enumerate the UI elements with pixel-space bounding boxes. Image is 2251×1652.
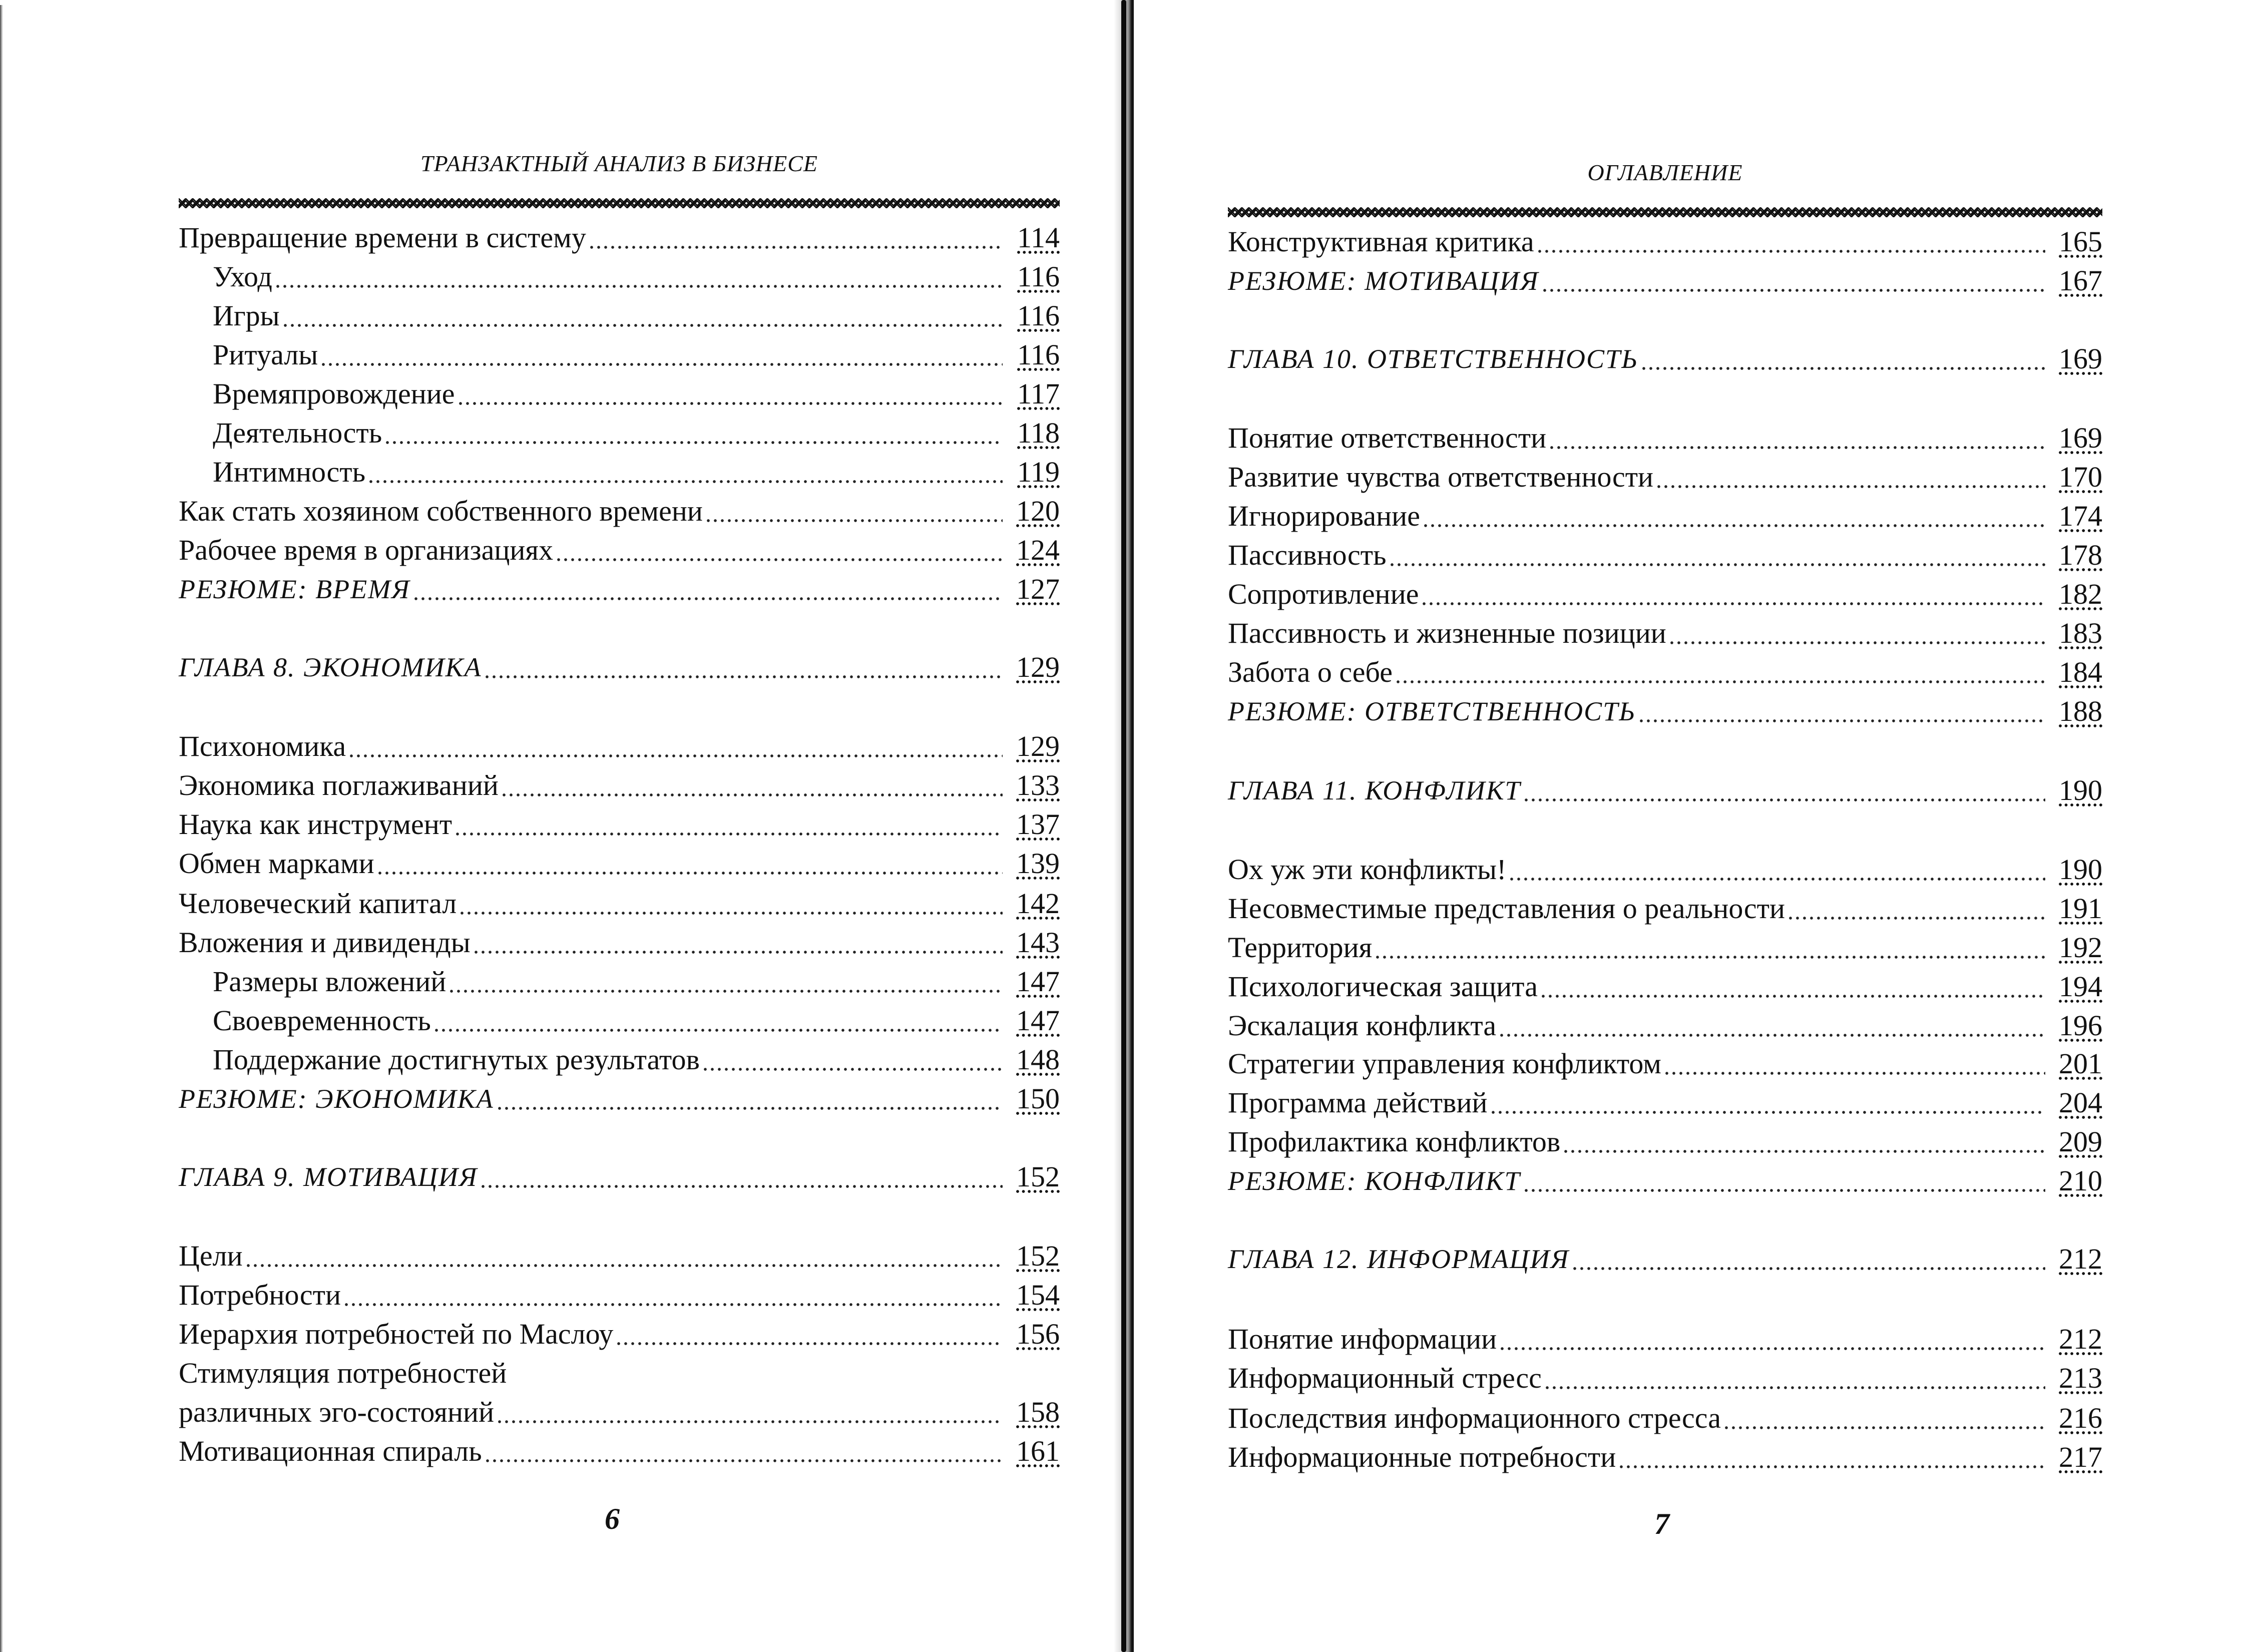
dot-leader xyxy=(484,1458,1003,1464)
toc-entry-page-number: 212 xyxy=(2059,1323,2102,1355)
toc-entry-page-number: 217 xyxy=(2059,1441,2102,1473)
dot-leader xyxy=(320,361,1003,367)
toc-entry-page-number: 127 xyxy=(1016,573,1060,605)
dot-leader xyxy=(480,1183,1003,1189)
toc-entry-title: ГЛАВА 9. МОТИВАЦИЯ xyxy=(179,1162,478,1192)
toc-entry xyxy=(1228,852,2102,887)
toc-entry-title: Потребности xyxy=(179,1279,341,1311)
toc-entry-title: Профилактика конфликтов xyxy=(1228,1125,1561,1158)
toc-entry-title: Как стать хозяином собственного времени xyxy=(179,495,703,527)
toc-entry xyxy=(1228,421,2102,456)
toc-entry xyxy=(179,1434,1060,1469)
dot-leader xyxy=(1638,718,2045,724)
dot-leader xyxy=(1663,1070,2045,1076)
toc-entry xyxy=(179,220,1060,255)
toc-entry xyxy=(179,807,1060,842)
toc-entry-page-number: 119 xyxy=(1017,456,1060,488)
toc-entry-title: Несовместимые представления о реальности xyxy=(1228,892,1785,925)
toc-entry xyxy=(1228,1085,2102,1120)
toc-entry-title: РЕЗЮМЕ: МОТИВАЦИЯ xyxy=(1228,266,1539,296)
toc-entry xyxy=(179,1395,1060,1430)
toc-entry-page-number: 158 xyxy=(1016,1396,1060,1428)
dot-leader xyxy=(1499,1346,2045,1352)
toc-entry-title: Конструктивная критика xyxy=(1228,225,1534,258)
toc-entry xyxy=(179,768,1060,803)
dot-leader xyxy=(1540,993,2045,999)
dot-leader xyxy=(1548,445,2045,451)
toc-entry-title: Последствия информационного стресса xyxy=(1228,1402,1721,1434)
toc-entry-page-number: 116 xyxy=(1017,260,1060,293)
dot-leader xyxy=(454,831,1003,837)
dot-leader xyxy=(367,479,1003,485)
toc-entry-title: РЕЗЮМЕ: КОНФЛИКТ xyxy=(1228,1166,1521,1196)
toc-entry xyxy=(1228,930,2102,965)
toc-entry xyxy=(1228,616,2102,651)
toc-entry-page-number: 174 xyxy=(2059,500,2102,532)
toc-entry-page-number: 116 xyxy=(1017,299,1060,332)
toc-entry-title: Стратегии управления конфликтом xyxy=(1228,1047,1662,1080)
toc-entry xyxy=(179,455,1060,490)
dot-leader xyxy=(1490,1109,2045,1115)
toc-entry xyxy=(179,1159,1060,1194)
toc-entry-page-number: 129 xyxy=(1016,730,1060,762)
toc-entry-title: Времяпровождение xyxy=(213,377,455,410)
toc-entry xyxy=(1228,1046,2102,1081)
dot-leader xyxy=(274,283,1003,289)
dot-leader xyxy=(1655,484,2045,490)
toc-entry xyxy=(1228,1163,2102,1198)
toc-entry xyxy=(179,650,1060,685)
toc-entry xyxy=(1228,1008,2102,1043)
toc-entry-title: Информационный стресс xyxy=(1228,1362,1542,1394)
toc-entry-title: Понятие информации xyxy=(1228,1323,1497,1355)
toc-entry-page-number: 169 xyxy=(2059,342,2102,375)
dot-leader xyxy=(1787,915,2045,921)
toc-entry-page-number: 114 xyxy=(1017,221,1060,254)
toc-entry xyxy=(1228,694,2102,729)
page-number: 6 xyxy=(605,1502,620,1535)
toc-entry-page-number: 165 xyxy=(2059,225,2102,258)
toc-entry xyxy=(1228,263,2102,298)
toc-entry-page-number: 124 xyxy=(1016,534,1060,566)
toc-entry-title: Иерархия потребностей по Маслоу xyxy=(179,1318,614,1350)
dot-leader xyxy=(1523,1187,2045,1193)
dot-leader xyxy=(1544,1385,2045,1391)
toc-entry xyxy=(179,376,1060,411)
toc-entry-page-number: 120 xyxy=(1016,495,1060,527)
toc-entry-title: ГЛАВА 12. ИНФОРМАЦИЯ xyxy=(1228,1244,1570,1274)
toc-entry-page-number: 204 xyxy=(2059,1086,2102,1119)
toc-entry-title: Человеческий капитал xyxy=(179,887,457,920)
toc-entry-page-number: 194 xyxy=(2059,970,2102,1003)
toc-entry-title: Информационные потребности xyxy=(1228,1441,1616,1473)
toc-entry-page-number: 191 xyxy=(2059,892,2102,925)
toc-entry-page-number: 139 xyxy=(1016,847,1060,880)
dot-leader xyxy=(384,440,1003,446)
dot-leader xyxy=(496,1105,1003,1111)
toc-entry xyxy=(179,1003,1060,1038)
toc-entry-title: Своевременность xyxy=(213,1004,431,1037)
toc-entry-title: Развитие чувства ответственности xyxy=(1228,461,1654,493)
page-number: 7 xyxy=(1654,1507,1669,1540)
toc-entry xyxy=(179,259,1060,294)
left-page xyxy=(0,0,1124,1652)
toc-entry-page-number: 129 xyxy=(1016,651,1060,683)
toc-entry-title: Психологическая защита xyxy=(1228,970,1538,1003)
toc-entry-title: различных эго-состояний xyxy=(179,1396,495,1428)
toc-entry-title: Уход xyxy=(213,260,272,293)
toc-entry-page-number: 213 xyxy=(2059,1362,2102,1394)
toc-entry-title: ГЛАВА 11. КОНФЛИКТ xyxy=(1228,775,1521,805)
toc-entry-page-number: 212 xyxy=(2059,1243,2102,1275)
dot-leader xyxy=(555,557,1003,563)
toc-entry-title: ГЛАВА 10. ОТВЕТСТВЕННОСТЬ xyxy=(1228,344,1638,374)
toc-entry xyxy=(1228,1242,2102,1277)
toc-entry-page-number: 148 xyxy=(1016,1043,1060,1076)
toc-entry-title: Превращение времени в систему xyxy=(179,221,586,254)
toc-entry-title: Мотивационная спираль xyxy=(179,1435,482,1467)
toc-entry-page-number: 210 xyxy=(2059,1164,2102,1197)
toc-entry-page-number: 143 xyxy=(1016,926,1060,959)
toc-entry-title: РЕЗЮМЕ: ОТВЕТСТВЕННОСТЬ xyxy=(1228,696,1636,726)
dot-leader xyxy=(1536,248,2045,254)
dot-leader xyxy=(496,1419,1003,1425)
toc-entry xyxy=(1228,341,2102,376)
toc-entry-page-number: 133 xyxy=(1016,769,1060,801)
toc-entry-page-number: 183 xyxy=(2059,617,2102,649)
toc-entry xyxy=(1228,891,2102,926)
dot-leader xyxy=(1498,1032,2045,1038)
dot-leader xyxy=(459,910,1003,916)
toc-entry-page-number: 167 xyxy=(2059,264,2102,297)
toc-entry-page-number: 137 xyxy=(1016,808,1060,841)
toc-entry xyxy=(1228,1322,2102,1357)
toc-entry-title: Территория xyxy=(1228,931,1373,964)
toc-entry xyxy=(179,533,1060,568)
dot-leader xyxy=(1541,287,2045,293)
table-of-contents-left xyxy=(179,0,1060,1652)
toc-entry-page-number: 170 xyxy=(2059,461,2102,493)
toc-entry-title: Интимность xyxy=(213,456,366,488)
toc-entry xyxy=(1228,224,2102,259)
toc-entry-title: Пассивность xyxy=(1228,539,1387,571)
toc-entry-title: Понятие ответственности xyxy=(1228,422,1547,454)
dot-leader xyxy=(501,792,1003,798)
toc-entry xyxy=(1228,1361,2102,1396)
toc-entry-title: Обмен марками xyxy=(179,847,374,880)
toc-entry-page-number: 152 xyxy=(1016,1240,1060,1272)
toc-entry-title: Игнорирование xyxy=(1228,500,1420,532)
toc-entry xyxy=(179,572,1060,607)
dot-leader xyxy=(412,596,1003,602)
toc-entry-title: Ох уж эти конфликты! xyxy=(1228,853,1507,886)
dot-leader xyxy=(705,518,1003,524)
toc-entry-page-number: 196 xyxy=(2059,1009,2102,1042)
dot-leader xyxy=(1374,954,2045,960)
dot-leader xyxy=(1562,1148,2045,1154)
toc-entry xyxy=(179,886,1060,921)
toc-entry-title: Наука как инструмент xyxy=(179,808,453,841)
toc-entry-page-number: 216 xyxy=(2059,1402,2102,1434)
toc-entry xyxy=(179,1317,1060,1352)
toc-entry xyxy=(179,1081,1060,1116)
toc-entry-title: Цели xyxy=(179,1240,243,1272)
dot-leader xyxy=(1389,562,2045,568)
toc-entry xyxy=(179,298,1060,333)
toc-entry xyxy=(1228,773,2102,808)
dot-leader xyxy=(343,1302,1003,1308)
toc-entry xyxy=(179,729,1060,764)
dot-leader xyxy=(484,674,1003,680)
dot-leader xyxy=(473,949,1003,955)
toc-entry xyxy=(179,1238,1060,1274)
dot-leader xyxy=(588,244,1003,250)
dot-leader xyxy=(376,870,1003,876)
toc-entry-title: Игры xyxy=(213,299,280,332)
toc-entry-page-number: 190 xyxy=(2059,774,2102,806)
dot-leader xyxy=(245,1263,1003,1269)
toc-entry-title: Вложения и дивиденды xyxy=(179,926,471,959)
toc-entry-page-number: 147 xyxy=(1016,965,1060,998)
toc-entry-title: Рабочее время в организациях xyxy=(179,534,554,566)
toc-entry-title: Поддержание достигнутых результатов xyxy=(213,1043,700,1076)
toc-entry-page-number: 152 xyxy=(1016,1160,1060,1193)
toc-entry xyxy=(179,1042,1060,1077)
dot-leader xyxy=(1421,601,2045,607)
toc-entry-page-number: 192 xyxy=(2059,931,2102,964)
dot-leader xyxy=(348,753,1003,759)
dot-leader xyxy=(457,400,1003,406)
right-page xyxy=(1124,0,2251,1652)
toc-entry xyxy=(179,846,1060,881)
toc-entry-title: ГЛАВА 8. ЭКОНОМИКА xyxy=(179,652,482,682)
toc-entry xyxy=(179,925,1060,960)
dot-leader xyxy=(1395,679,2045,685)
toc-entry xyxy=(1228,1124,2102,1159)
toc-entry-page-number: 188 xyxy=(2059,695,2102,727)
toc-entry-title: Психономика xyxy=(179,730,346,762)
dot-leader xyxy=(1668,640,2045,646)
toc-entry-page-number: 150 xyxy=(1016,1082,1060,1115)
toc-entry xyxy=(1228,969,2102,1004)
toc-entry-title: Забота о себе xyxy=(1228,656,1393,688)
dot-leader xyxy=(433,1027,1003,1033)
toc-entry-title: Стимуляция потребностей xyxy=(179,1357,507,1389)
toc-entry-title: Деятельность xyxy=(213,417,382,449)
toc-entry xyxy=(179,416,1060,451)
toc-entry xyxy=(1228,1401,2102,1436)
toc-entry-title: Эскалация конфликта xyxy=(1228,1009,1497,1042)
toc-entry xyxy=(179,1278,1060,1313)
toc-entry xyxy=(1228,538,2102,573)
toc-entry-page-number: 184 xyxy=(2059,656,2102,688)
toc-entry xyxy=(179,494,1060,529)
toc-entry xyxy=(1228,577,2102,612)
dot-leader xyxy=(1523,797,2045,803)
toc-entry-page-number: 142 xyxy=(1016,887,1060,920)
running-head-contents: ОГЛАВЛЕНИЕ xyxy=(1587,160,1743,185)
toc-entry xyxy=(179,337,1060,372)
toc-entry-page-number: 169 xyxy=(2059,422,2102,454)
toc-entry-page-number: 116 xyxy=(1017,338,1060,371)
toc-entry xyxy=(1228,1440,2102,1475)
toc-entry-page-number: 201 xyxy=(2059,1047,2102,1080)
toc-entry xyxy=(1228,655,2102,690)
toc-entry-page-number: 117 xyxy=(1017,377,1060,410)
dot-leader xyxy=(1508,876,2045,882)
toc-entry-title: Пассивность и жизненные позиции xyxy=(1228,617,1666,649)
toc-entry-title: Экономика поглаживаний xyxy=(179,769,499,801)
dot-leader xyxy=(1640,365,2045,371)
toc-entry-page-number: 154 xyxy=(1016,1279,1060,1311)
toc-entry-page-number: 178 xyxy=(2059,539,2102,571)
toc-entry xyxy=(179,1356,1060,1391)
dot-leader xyxy=(1723,1425,2045,1431)
table-of-contents-right xyxy=(1228,0,2102,1652)
dot-leader xyxy=(282,322,1003,328)
toc-entry xyxy=(179,964,1060,999)
dot-leader xyxy=(1618,1464,2045,1470)
toc-entry-page-number: 209 xyxy=(2059,1125,2102,1158)
dot-leader xyxy=(702,1066,1003,1072)
dot-leader xyxy=(615,1341,1003,1347)
toc-entry xyxy=(1228,499,2102,534)
dot-leader xyxy=(1571,1266,2045,1272)
toc-entry-title: Программа действий xyxy=(1228,1086,1488,1119)
toc-entry-title: Ритуалы xyxy=(213,338,318,371)
toc-entry-title: РЕЗЮМЕ: ЭКОНОМИКА xyxy=(179,1084,494,1114)
toc-entry-page-number: 182 xyxy=(2059,578,2102,610)
toc-entry xyxy=(1228,460,2102,495)
toc-entry-title: Размеры вложений xyxy=(213,965,446,998)
toc-entry-title: РЕЗЮМЕ: ВРЕМЯ xyxy=(179,574,410,604)
toc-entry-page-number: 118 xyxy=(1017,417,1060,449)
toc-entry-page-number: 190 xyxy=(2059,853,2102,886)
toc-entry-title: Сопротивление xyxy=(1228,578,1419,610)
dot-leader xyxy=(1422,523,2045,529)
toc-entry-page-number: 147 xyxy=(1016,1004,1060,1037)
toc-entry-page-number: 161 xyxy=(1016,1435,1060,1467)
toc-entry-page-number: 156 xyxy=(1016,1318,1060,1350)
dot-leader xyxy=(448,988,1003,994)
running-head-book-title: ТРАНЗАКТНЫЙ АНАЛИЗ В БИЗНЕСЕ xyxy=(420,151,818,176)
